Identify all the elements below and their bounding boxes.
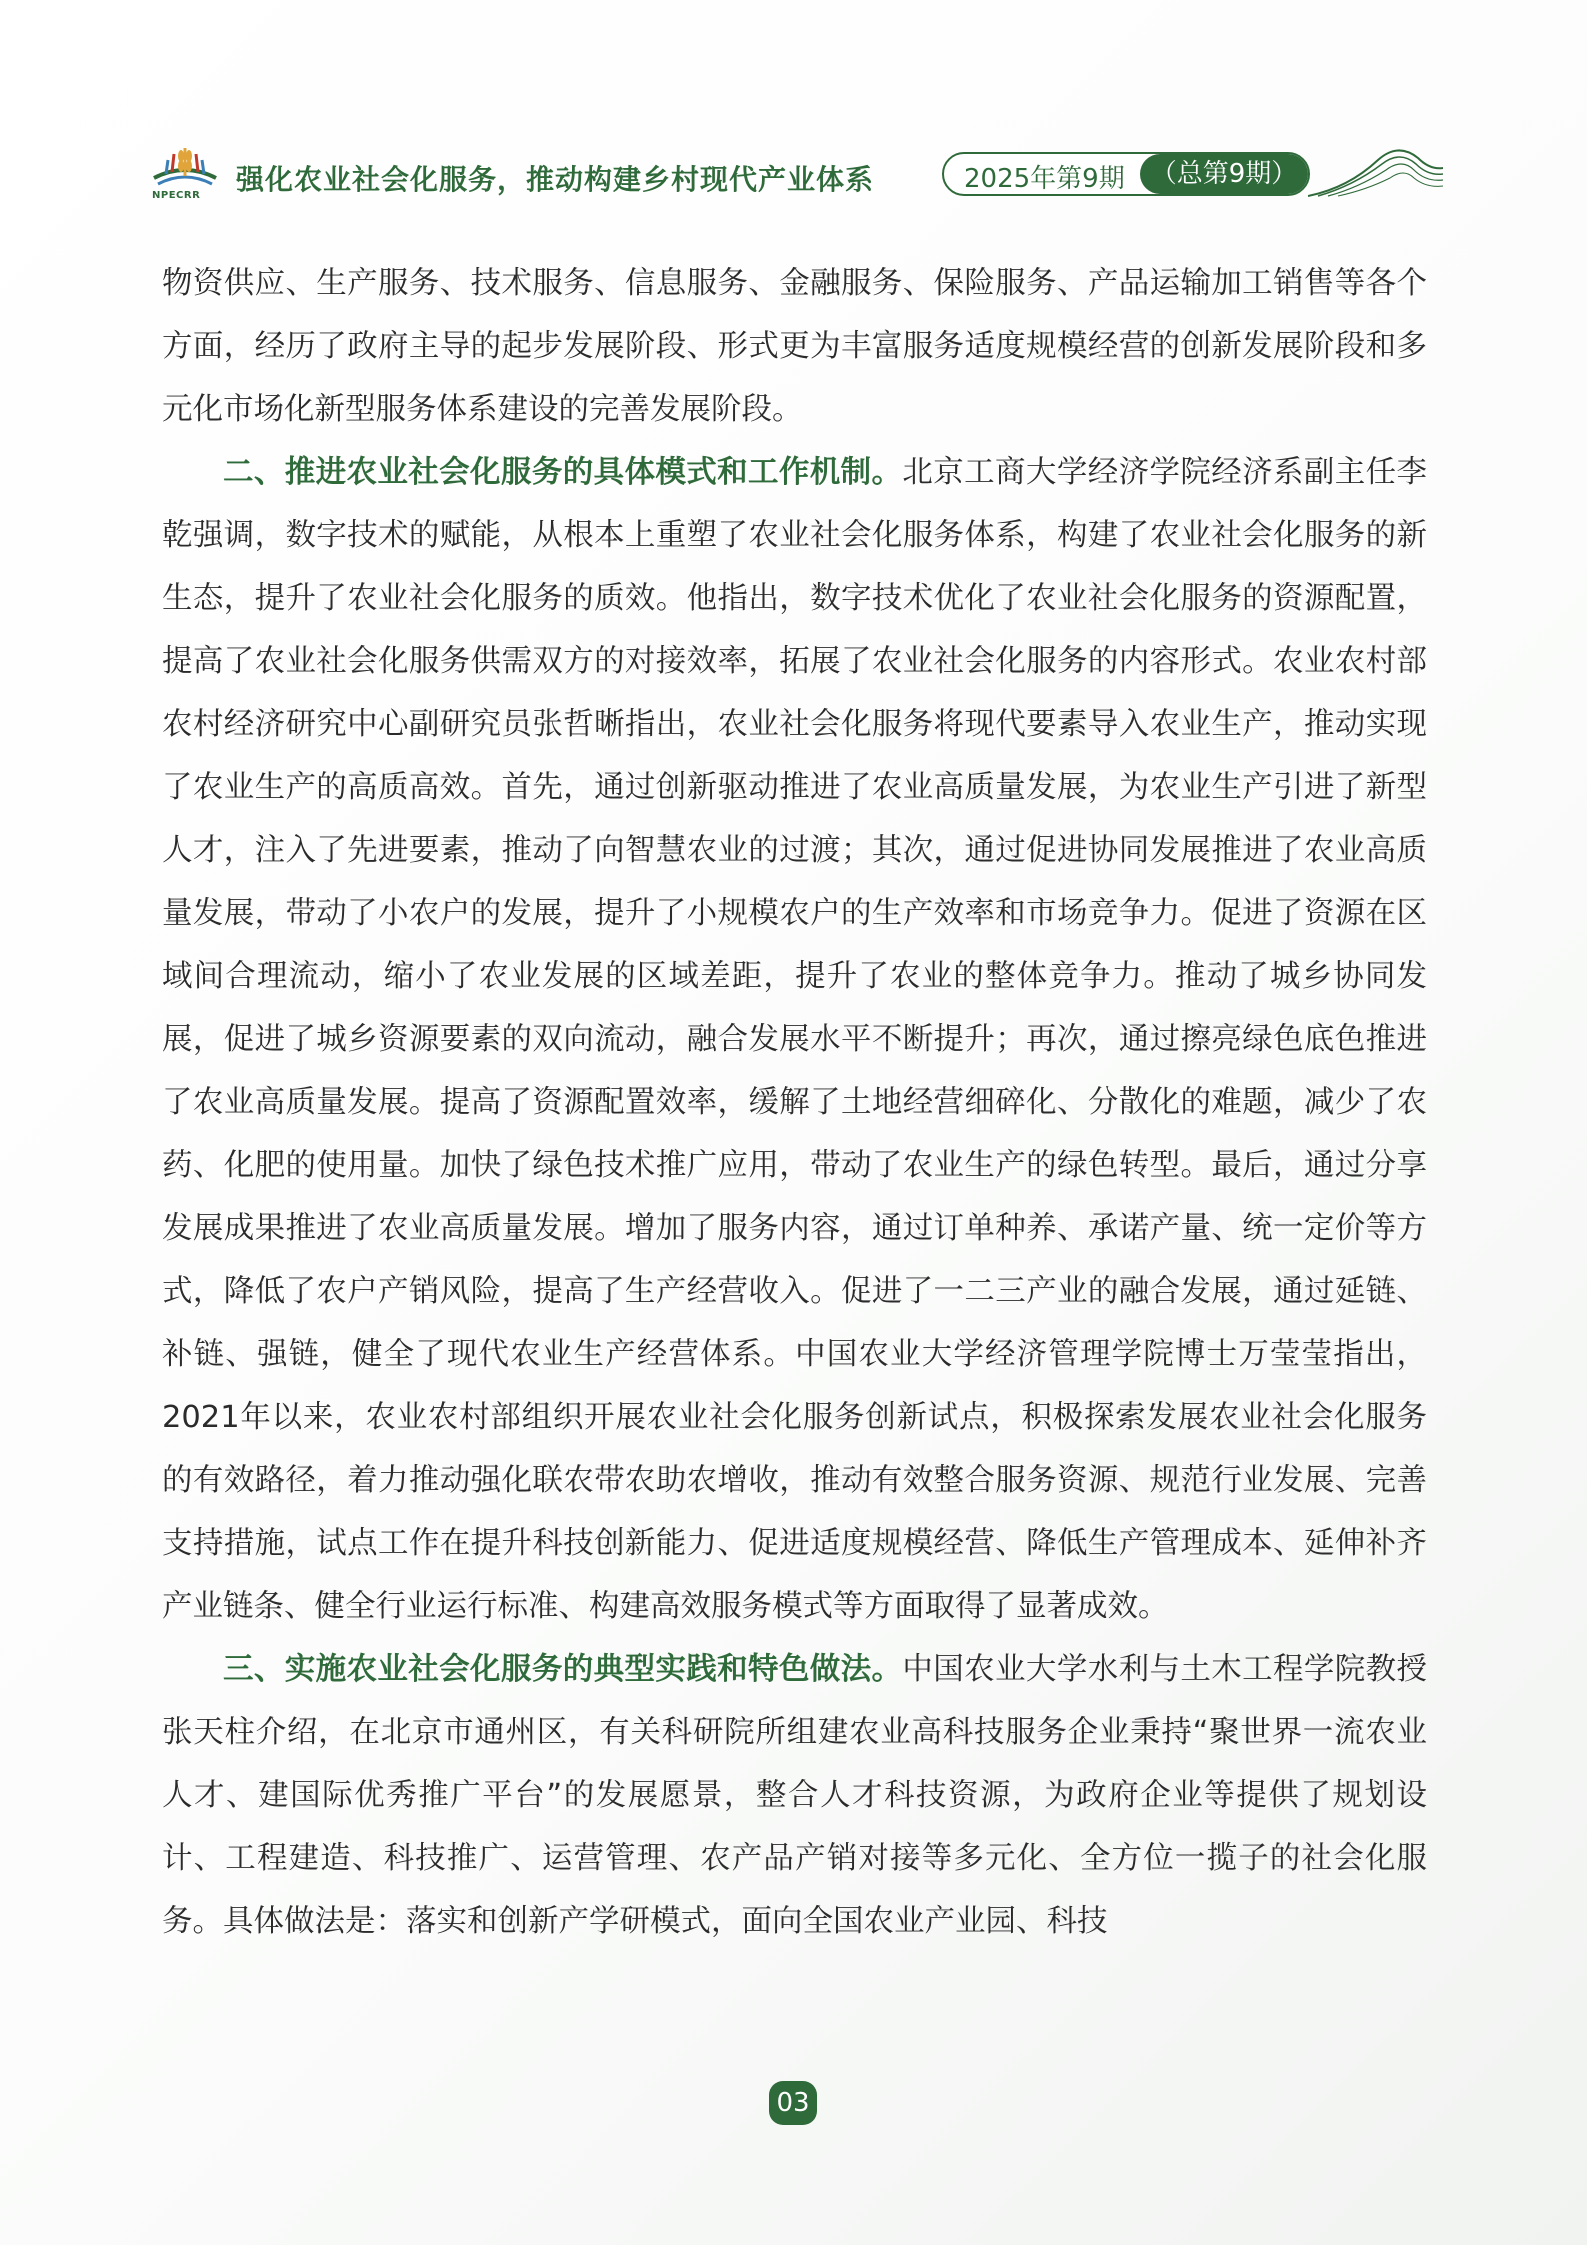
- wheat-logo-icon: [150, 142, 220, 190]
- paragraph-1: 物资供应、生产服务、技术服务、信息服务、金融服务、保险服务、产品运输加工销售等各个方面，经历了政府主导的起步发展阶段、形式更为丰富服务适度规模经营的创新发展阶段和多元化市场化新型服务体系建设的完善发展阶段。: [162, 266, 1427, 427]
- issue-number: 2025年第9期: [964, 164, 1125, 194]
- logo: [150, 142, 220, 202]
- section-heading-2: 二、推进农业社会化服务的具体模式和工作机制。: [223, 455, 903, 490]
- paragraph-3-text: 中国农业大学水利与土木工程学院教授张天柱介绍，在北京市通州区，有关科研院所组建农业高科技服务企业秉持“聚世界一流农业人才、建国际优秀推广平台”的发展愿景，整合人才科技资源，为政府企业等提供了规划设计、工程建造、科技推广、运营管理、农产品产销对接等多元化、全方位一揽子的社会化服务。具体做法是：落实和创新产学研模式，面向全国农业产业园、科技: [162, 1652, 1428, 1939]
- paragraph-3: [162, 1638, 1427, 1953]
- section-heading-3: 三、实施农业社会化服务的典型实践和特色做法。: [223, 1652, 903, 1687]
- issue-badge: [942, 152, 1310, 196]
- article-body: [162, 252, 1427, 1953]
- paragraph-2-text: 北京工商大学经济学院经济系副主任李乾强调，数字技术的赋能，从根本上重塑了农业社会化服务体系，构建了农业社会化服务的新生态，提升了农业社会化服务的质效。他指出，数字技术优化了农业社会化服务的资源配置，提高了农业社会化服务供需双方的对接效率，拓展了农业社会化服务的内容形式。农业农村部农村经济研究中心副研究员张哲晰指出，农业社会化服务将现代要素导入农业生产，推动实现了农业生产的高质高效。首先，通过创新驱动推进了农业高质量发展，为农业生产引进了新型人才，注入了先进要素，推动了向智慧农业的过渡；其次，通过促进协同发展推进了农业高质量发展，带动了小农户的发展，提升了小规模农户的生产效率和市场竞争力。促进了资源在区域间合理流动，缩小了农业发展的区域差距，提升了农业的整体竞争力。推动了城乡协同发展，促进了城乡资源要素的双向流动，融合发展水平不断提升；再次，通过擦亮绿色底色推进了农业高质量发展。提高了资源配置效率，缓解了土地经营细碎化、分散化的难题，减少了农药、化肥的使用量。加快了绿色技术推广应用，带动了农业生产的绿色转型。最后，通过分享发展成果推进了农业高质量发展。增加了服务内容，通过订单种养、承诺产量、统一定价等方式，降低了农户产销风险，提高了生产经营收入。促进了一二三产业的融合发展，通过延链、补链、强链，健全了现代农业生产经营体系。中国农业大学经济管理学院博士万莹莹指出，2021年以来，农业农村部组织开展农业社会化服务创新试点，积极探索发展农业社会化服务的有效路径，着力推动强化联农带农助农增收，推动有效整合服务资源、规范行业发展、完善支持措施，试点工作在提升科技创新能力、促进适度规模经营、降低生产管理成本、延伸补齐产业链条、健全行业运行标准、构建高效服务模式等方面取得了显著成效。: [162, 455, 1428, 1624]
- page-header: [150, 138, 1440, 208]
- mountain-lines-icon: [1308, 138, 1443, 200]
- series-title: 强化农业社会化服务，推动构建乡村现代产业体系: [236, 163, 875, 196]
- logo-text: NPECRR: [152, 190, 201, 201]
- paragraph-2: [162, 441, 1427, 1638]
- total-issue-number: （总第9期）: [1140, 154, 1308, 194]
- page-number: 03: [769, 2081, 817, 2125]
